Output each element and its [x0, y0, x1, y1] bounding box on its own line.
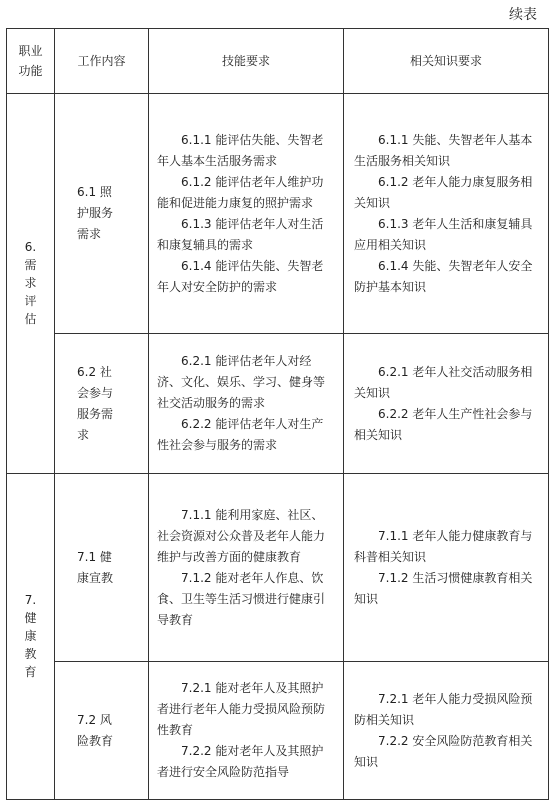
skills-6-2: [149, 334, 344, 474]
table-row: [7, 662, 549, 800]
work-content-7-1: 7.1 健康宣教: [55, 474, 149, 662]
skill-item: 7.2.1 能对老年人及其照护者进行老年人能力受损风险预防性教育: [157, 681, 326, 737]
function-6-cell: [7, 94, 55, 474]
skill-item: 7.1.1 能利用家庭、社区、社会资源对公众普及老年人能力维护与改善方面的健康教育: [157, 507, 326, 564]
skills-6-1: [149, 94, 344, 334]
knowledge-item: 7.2.1 老年人能力受损风险预防相关知识: [354, 691, 533, 727]
knowledge-item: 6.2.1 老年人社交活动服务相关知识: [354, 364, 533, 400]
knowledge-item: 7.1.2 生活习惯健康教育相关知识: [354, 570, 533, 606]
table-row: [7, 94, 549, 334]
knowledge-7-2: [344, 662, 549, 800]
skills-7-1: [149, 474, 344, 662]
function-6-label: 6. 需 求 评 估: [24, 239, 37, 326]
knowledge-6-2: [344, 334, 549, 474]
work-content-7-2: 7.2 风险教育: [55, 662, 149, 800]
skill-item: 7.1.2 能对老年人作息、饮食、卫生等生活习惯进行健康引导教育: [157, 570, 326, 627]
skill-item: 6.1.3 能评估老年人对生活和康复辅具的需求: [157, 216, 324, 252]
knowledge-item: 7.1.1 老年人能力健康教育与科普相关知识: [354, 528, 533, 564]
knowledge-item: 6.1.4 失能、失智老年人安全防护基本知识: [354, 258, 533, 294]
skill-item: 6.1.2 能评估老年人维护功能和促进能力康复的照护需求: [157, 174, 324, 210]
work-content-6-1: 6.1 照护服务需求: [55, 94, 149, 334]
header-knowledge: 相关知识要求: [344, 29, 549, 94]
table-row: [7, 334, 549, 474]
competency-table: [6, 28, 549, 800]
knowledge-item: 6.1.1 失能、失智老年人基本生活服务相关知识: [354, 132, 533, 168]
skill-item: 6.1.1 能评估失能、失智老年人基本生活服务需求: [157, 132, 324, 168]
function-7-label: 7. 健 康 教 育: [24, 592, 37, 679]
knowledge-7-1: [344, 474, 549, 662]
knowledge-item: 6.1.3 老年人生活和康复辅具应用相关知识: [354, 216, 533, 252]
knowledge-item: 6.1.2 老年人能力康复服务相关知识: [354, 174, 533, 210]
skill-item: 6.2.2 能评估老年人对生产性社会参与服务的需求: [157, 417, 324, 452]
skill-item: 6.1.4 能评估失能、失智老年人对安全防护的需求: [157, 258, 324, 294]
work-content-6-2: 6.2 社会参与服务需求: [55, 334, 149, 474]
knowledge-item: 6.2.2 老年人生产性社会参与相关知识: [354, 406, 533, 442]
table-row: [7, 474, 549, 662]
skill-item: 6.2.1 能评估老年人对经济、文化、娱乐、学习、健身等社交活动服务的需求: [157, 354, 326, 410]
function-7-cell: [7, 474, 55, 800]
skills-7-2: [149, 662, 344, 800]
header-row: [7, 29, 549, 94]
skill-item: 7.2.2 能对老年人及其照护者进行安全风险防范指导: [157, 744, 324, 779]
knowledge-6-1: [344, 94, 549, 334]
header-work-content: 工作内容: [55, 29, 149, 94]
knowledge-item: 7.2.2 安全风险防范教育相关知识: [354, 733, 533, 769]
continued-label: 续表: [509, 7, 537, 23]
header-skills: 技能要求: [149, 29, 344, 94]
header-function: 职业功能: [7, 29, 55, 94]
